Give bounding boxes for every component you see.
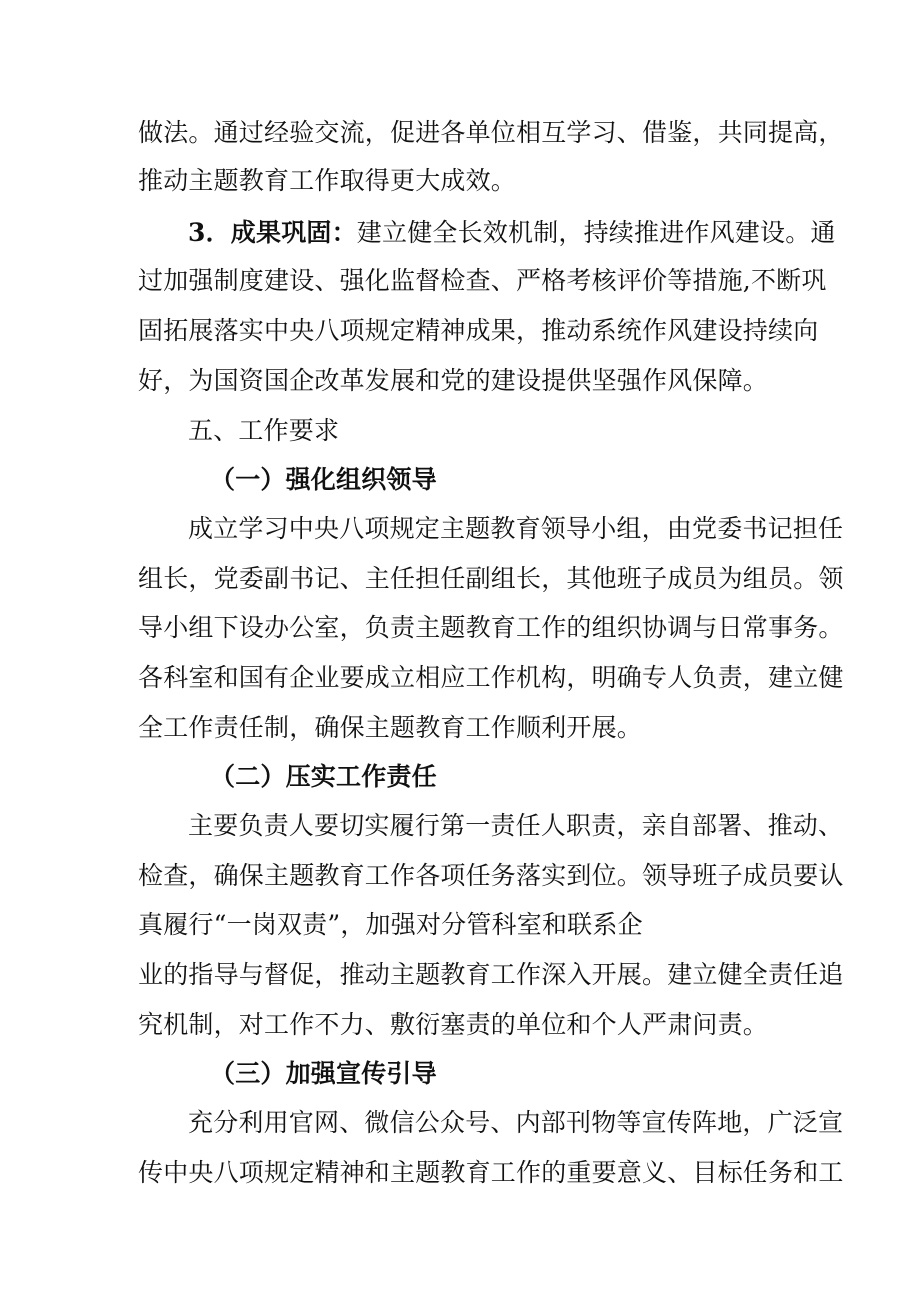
paragraph-line: 检查，确保主题教育工作各项任务落实到位。领导班子成员要认	[138, 861, 844, 890]
paragraph-line: 过加强制度建设、强化监督检查、严格考核评价等措施,不断巩	[138, 266, 827, 295]
section-heading: 五、工作要求	[188, 416, 340, 445]
paragraph-line: 全工作责任制，确保主题教育工作顺利开展。	[138, 713, 643, 742]
item-label: 3．成果巩固：	[188, 218, 357, 247]
item-text: 建立健全长效机制，持续推进作风建设。通	[356, 218, 836, 247]
paragraph-line: 主要负责人要切实履行第一责任人职责，亲自部署、推动、	[188, 811, 844, 840]
subsection-heading: （二）压实工作责任	[210, 762, 437, 791]
paragraph-line: 业的指导与督促，推动主题教育工作深入开展。建立健全责任追	[138, 960, 844, 989]
paragraph-line: 充分利用官网、微信公众号、内部刊物等宣传阵地，广泛宣	[188, 1108, 844, 1137]
paragraph-line: 传中央八项规定精神和主题教育工作的重要意义、目标任务和工	[138, 1158, 844, 1187]
paragraph-line: 成立学习中央八项规定主题教育领导小组，由党委书记担任	[188, 514, 844, 543]
paragraph-line: 究机制，对工作不力、敷衍塞责的单位和个人严肃问责。	[138, 1010, 769, 1039]
paragraph-line: 固拓展落实中央八项规定精神成果，推动系统作风建设持续向	[138, 316, 819, 345]
paragraph-line: 导小组下设办公室，负责主题教育工作的组织协调与日常事务。	[138, 613, 844, 642]
paragraph-line: 推动主题教育工作取得更大成效。	[138, 166, 517, 195]
subsection-heading: （一）强化组织领导	[210, 465, 437, 494]
paragraph-line-with-label	[188, 220, 836, 245]
paragraph-line: 好，为国资国企改革发展和党的建设提供坚强作风保障。	[138, 366, 769, 395]
paragraph-line: 各科室和国有企业要成立相应工作机构，明确专人负责，建立健	[138, 663, 844, 692]
paragraph-line: 真履行“一岗双责”，加强对分管科室和联系企	[138, 910, 643, 939]
paragraph-line: 组长，党委副书记、主任担任副组长，其他班子成员为组员。领	[138, 564, 844, 593]
paragraph-line: 做法。通过经验交流，促进各单位相互学习、借鉴，共同提高，	[138, 118, 844, 147]
subsection-heading: （三）加强宣传引导	[210, 1059, 437, 1088]
